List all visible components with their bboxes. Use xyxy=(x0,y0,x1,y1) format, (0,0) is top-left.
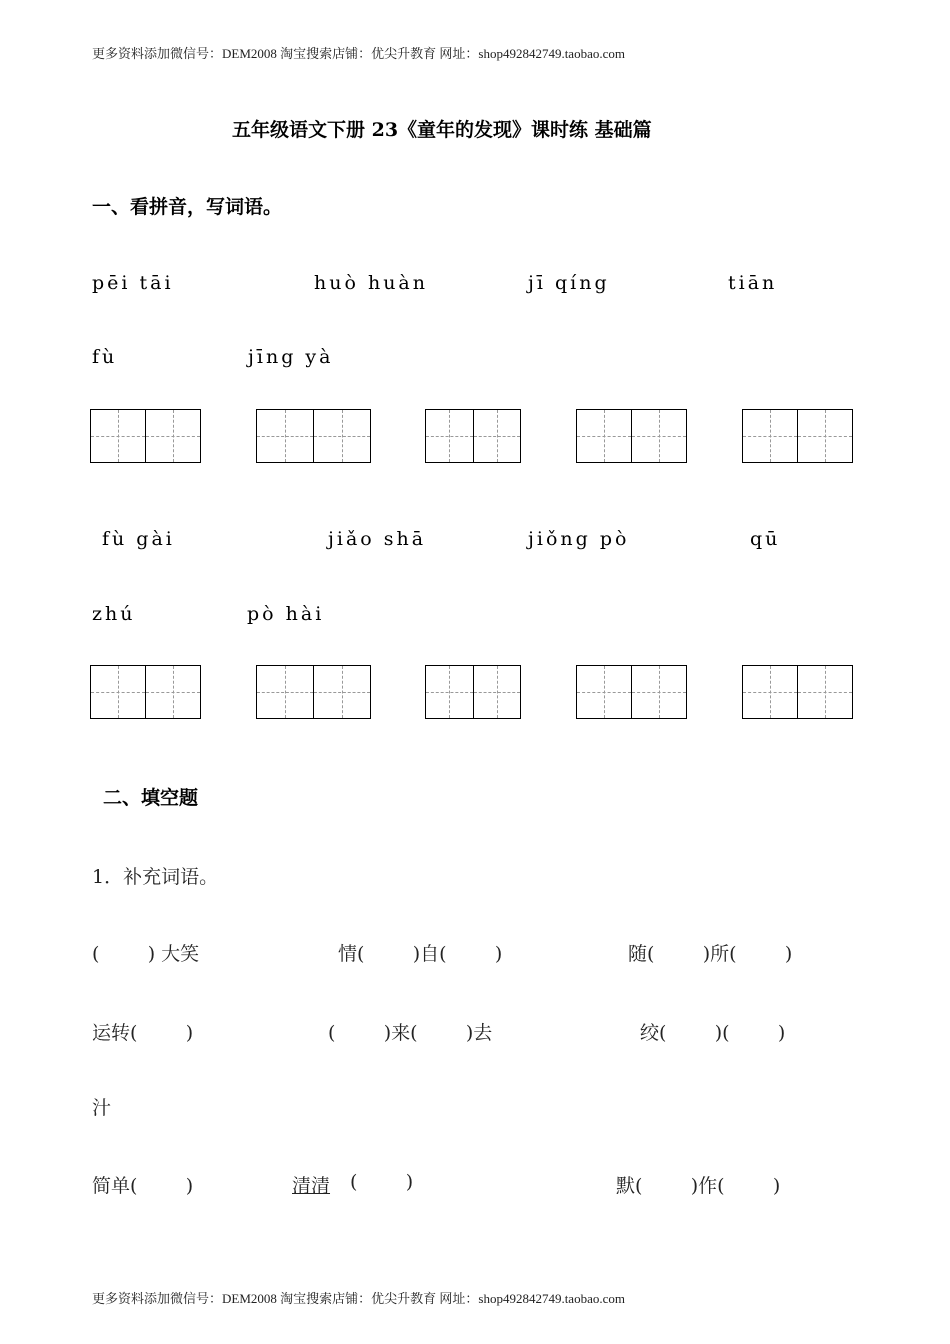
writing-grid[interactable] xyxy=(576,665,687,719)
fill-item-underlined: 清清 xyxy=(292,1175,331,1197)
section1-heading: 一、看拼音，写词语。 xyxy=(92,196,283,218)
fill-item: ( )来( )去 xyxy=(328,1022,493,1044)
writing-grid[interactable] xyxy=(576,409,687,463)
writing-grid[interactable] xyxy=(256,409,371,463)
writing-grid[interactable] xyxy=(425,665,521,719)
writing-grid[interactable] xyxy=(425,409,521,463)
fill-item: 绞( )( ) xyxy=(640,1022,786,1044)
pinyin-item: pēi tāi xyxy=(92,272,174,294)
writing-grid[interactable] xyxy=(90,665,201,719)
footer-note: 更多资料添加微信号：DEM2008 淘宝搜索店铺：优尖升教育 网址：shop492842749.taobao.com xyxy=(92,1291,625,1306)
pinyin-item: pò hài xyxy=(247,603,325,625)
fill-item: ( ) xyxy=(350,1171,414,1193)
fill-item: ( ) 大笑 xyxy=(92,943,200,965)
pinyin-item: jī qíng xyxy=(528,272,610,294)
writing-grid[interactable] xyxy=(90,409,201,463)
pinyin-item: fù xyxy=(92,346,118,368)
writing-grid[interactable] xyxy=(256,665,371,719)
fill-item: 随( )所( ) xyxy=(628,943,793,965)
writing-grid[interactable] xyxy=(742,665,853,719)
pinyin-item: jīng yà xyxy=(248,346,334,368)
pinyin-item: fù gài xyxy=(102,528,175,550)
pinyin-item: huò huàn xyxy=(314,272,428,294)
pinyin-item: zhú xyxy=(92,603,136,625)
fill-item: 情( )自( ) xyxy=(338,943,503,965)
fill-item: 默( )作( ) xyxy=(616,1175,781,1197)
fill-item: 运转( ) xyxy=(92,1022,194,1044)
pinyin-item: qū xyxy=(750,528,781,550)
writing-grid[interactable] xyxy=(742,409,853,463)
pinyin-item: tiān xyxy=(728,272,778,294)
header-note: 更多资料添加微信号：DEM2008 淘宝搜索店铺：优尖升教育 网址：shop492842749.taobao.com xyxy=(92,46,625,61)
question-label: 1．补充词语。 xyxy=(92,866,219,888)
page-title: 五年级语文下册 23《童年的发现》课时练 基础篇 xyxy=(232,119,652,141)
section2-heading: 二、填空题 xyxy=(103,787,199,809)
fill-item: 简单( ) xyxy=(92,1175,194,1197)
pinyin-item: jiǒng pò xyxy=(528,528,630,550)
pinyin-item: jiǎo shā xyxy=(328,528,427,550)
fill-item-continued: 汁 xyxy=(92,1097,112,1119)
